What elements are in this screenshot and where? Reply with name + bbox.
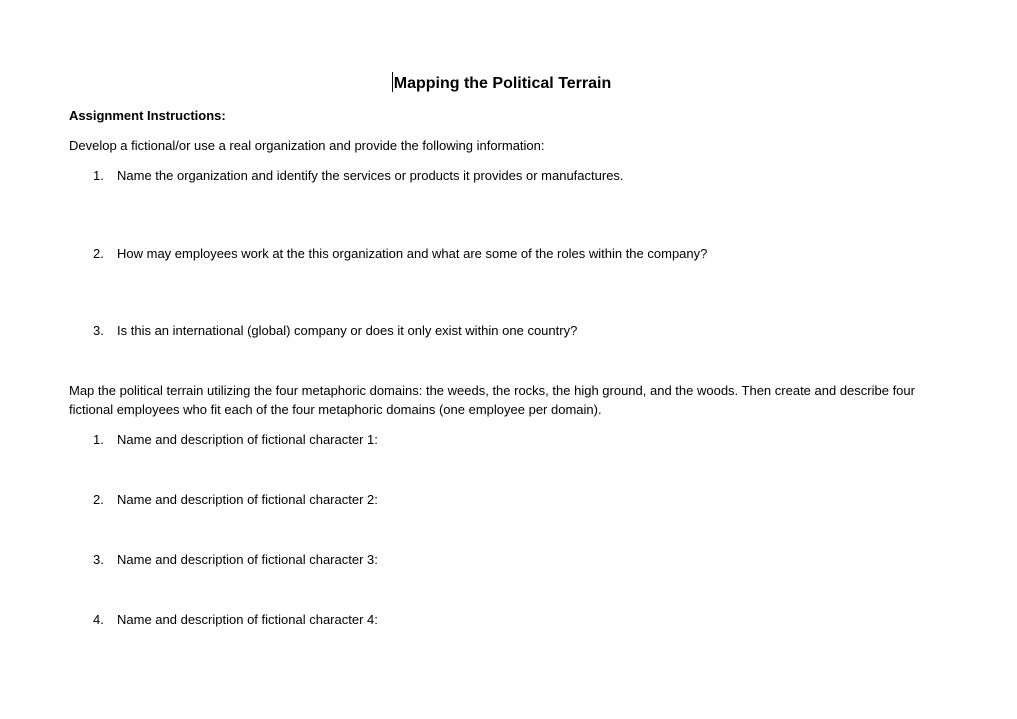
- character-number: 4.: [93, 612, 104, 627]
- character-text: Name and description of fictional character 2:: [117, 492, 378, 507]
- character-text: Name and description of fictional character 4:: [117, 612, 378, 627]
- character-item-3: [93, 550, 378, 569]
- question-text: Name the organization and identify the services or products it provides or manufactures.: [117, 168, 624, 183]
- question-number: 3.: [93, 323, 104, 338]
- question-item-1: [93, 166, 624, 185]
- question-text: Is this an international (global) company or does it only exist within one country?: [117, 323, 578, 338]
- character-item-2: [93, 490, 378, 509]
- character-number: 3.: [93, 552, 104, 567]
- map-paragraph: Map the political terrain utilizing the four metaphoric domains: the weeds, the rocks, the high ground, and the woods. Then create and describe four fictional employees who fit each of the four metaphoric domains (one employee per domain).: [69, 383, 915, 417]
- question-text: How may employees work at the this organization and what are some of the roles within the company?: [117, 246, 708, 261]
- question-item-3: [93, 321, 577, 340]
- character-item-1: [93, 430, 378, 449]
- document-title[interactable]: [0, 72, 1003, 95]
- character-item-4: [93, 610, 378, 629]
- question-number: 1.: [93, 168, 104, 183]
- question-number: 2.: [93, 246, 104, 261]
- character-text: Name and description of fictional character 1:: [117, 432, 378, 447]
- character-number: 1.: [93, 432, 104, 447]
- question-item-2: [93, 244, 707, 263]
- assignment-heading: Assignment Instructions:: [69, 108, 226, 123]
- character-number: 2.: [93, 492, 104, 507]
- intro-text: Develop a fictional/or use a real organization and provide the following information:: [69, 138, 545, 153]
- character-text: Name and description of fictional character 3:: [117, 552, 378, 567]
- text-cursor: [392, 72, 393, 92]
- document-title-text: Mapping the Political Terrain: [393, 75, 612, 92]
